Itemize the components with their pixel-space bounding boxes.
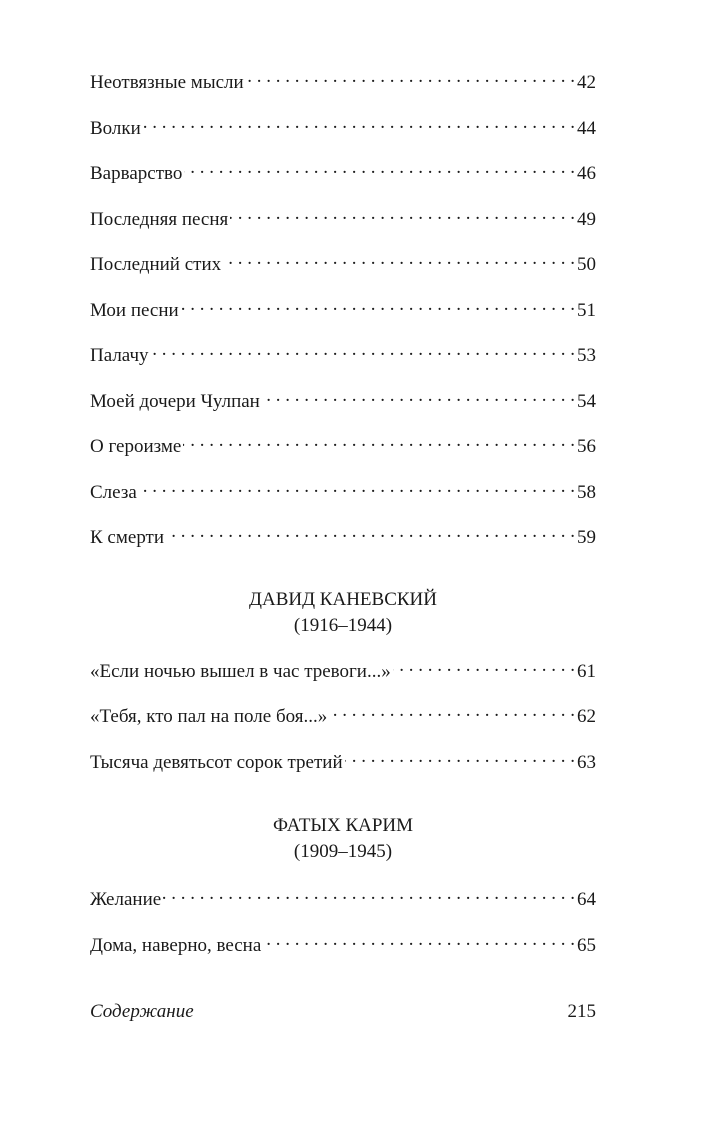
author-name: ДАВИД КАНЕВСКИЙ [249, 588, 437, 610]
dot-leader [329, 703, 575, 722]
toc-entry[interactable] [90, 60, 596, 106]
toc-entry-page: 46 [577, 163, 596, 184]
author-years: (1909–1945) [293, 841, 393, 862]
toc-entry-title: Тысяча девятьсот сорок третий [90, 751, 343, 773]
toc-entry-page: 65 [577, 934, 596, 956]
dot-leader [223, 251, 575, 270]
dot-leader [263, 932, 575, 951]
toc-entry[interactable] [90, 106, 596, 152]
table-of-contents [90, 60, 596, 968]
toc-entry[interactable] [90, 740, 596, 786]
toc-entry-page: 51 [577, 299, 596, 321]
toc-entry[interactable] [90, 649, 596, 695]
toc-entry-title: «Если ночью вышел в час тревоги...» [90, 660, 391, 682]
toc-entry-title: Палачу [90, 345, 149, 366]
author-heading-karim [90, 813, 596, 865]
toc-entry-page: 42 [577, 72, 596, 93]
toc-entry-page: 56 [577, 436, 596, 457]
author-name: ФАТЫХ КАРИМ [272, 815, 414, 836]
toc-entry-page: 54 [577, 390, 596, 412]
toc-section-1 [90, 60, 596, 561]
toc-entry-title: «Тебя, кто пал на поле боя...» [90, 706, 328, 727]
dot-leader [166, 524, 575, 543]
toc-entry-title: Варварство [90, 163, 183, 184]
toc-entry[interactable] [90, 379, 596, 425]
toc-entry-title: О героизме [90, 436, 182, 457]
dot-leader [184, 160, 575, 179]
toc-entry-page: 58 [577, 481, 596, 503]
toc-entry[interactable] [90, 424, 596, 470]
toc-entry-title: Волки [90, 117, 141, 139]
dot-leader [262, 388, 575, 407]
author-years: (1916–1944) [293, 614, 393, 636]
toc-entry-page: 44 [577, 117, 596, 139]
dot-leader [163, 886, 575, 905]
toc-entry-page: 63 [577, 751, 596, 773]
toc-entry[interactable] [90, 288, 596, 334]
toc-entry-page: 64 [577, 889, 596, 910]
toc-entry-title: Желание [90, 889, 162, 910]
toc-entry-title: Последний стих [90, 254, 222, 275]
dot-leader [143, 115, 575, 134]
toc-entry-page: 59 [577, 527, 596, 548]
toc-entry-page: 62 [577, 706, 596, 727]
toc-entry-title: К смерти [90, 527, 165, 548]
toc-entry-title: Последняя песня [90, 208, 229, 230]
toc-entry[interactable] [90, 151, 596, 197]
dot-leader [246, 69, 575, 88]
toc-entry-title: Слеза [90, 481, 137, 503]
toc-entry[interactable] [90, 694, 596, 740]
toc-entry[interactable] [90, 470, 596, 516]
dot-leader [230, 206, 575, 225]
dot-leader [183, 433, 575, 452]
toc-entry[interactable] [90, 197, 596, 243]
toc-entry-title: Неотвязные мысли [90, 72, 244, 93]
toc-entry[interactable] [90, 923, 596, 969]
toc-entry[interactable] [90, 242, 596, 288]
toc-entry-page: 50 [577, 254, 596, 275]
toc-section-kanevsky [90, 649, 596, 786]
toc-entry[interactable] [90, 333, 596, 379]
toc-entry-page: 49 [577, 208, 596, 230]
dot-leader [139, 479, 575, 498]
dot-leader [181, 297, 575, 316]
toc-entry-page: 53 [577, 345, 596, 366]
toc-entry-page: 61 [577, 660, 596, 682]
page-footer [90, 998, 596, 1026]
running-title: Содержание [90, 1001, 194, 1022]
dot-leader [151, 342, 575, 361]
toc-entry[interactable] [90, 515, 596, 561]
toc-entry-title: Моей дочери Чулпан [90, 390, 260, 412]
page-number: 215 [567, 1001, 596, 1022]
dot-leader [393, 658, 575, 677]
dot-leader [345, 749, 575, 768]
toc-entry-title: Дома, наверно, весна [90, 934, 262, 956]
toc-entry[interactable] [90, 877, 596, 923]
toc-entry-title: Мои песни [90, 299, 179, 321]
author-heading-kanevsky [90, 587, 596, 639]
toc-section-karim [90, 877, 596, 968]
